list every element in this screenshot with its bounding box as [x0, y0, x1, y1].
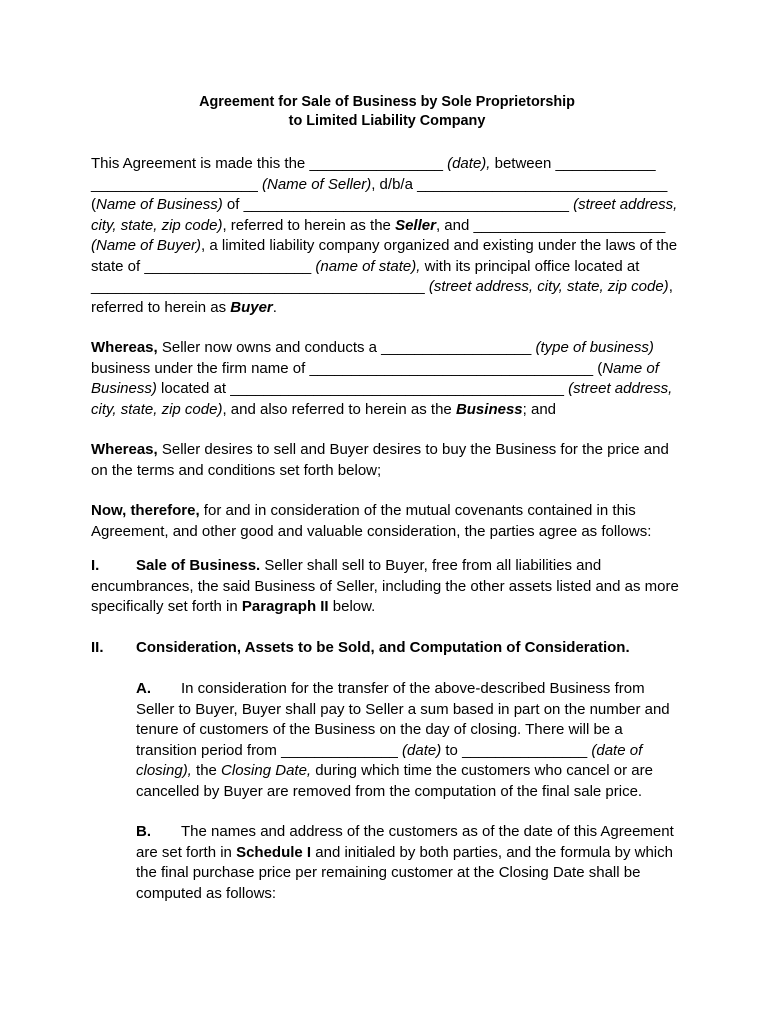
subsection-b-text-1: The names and address of the customers as of the date of this Agreement are set forth in [136, 823, 674, 861]
now-therefore-lead: Now, therefore, [91, 502, 200, 519]
section-1-text-2: below. [328, 598, 376, 615]
paragraph-ii-reference: Paragraph II [241, 598, 329, 615]
title-line-2: to Limited Liability Company [288, 113, 486, 129]
intro-text-6: , and _______________________ [435, 216, 666, 234]
subsection-a-paragraph [136, 679, 683, 802]
now-therefore-text: for and in consideration of the mutual covenants contained in this Agreement, and other good and valuable consideration, the parties agree as follows: [91, 502, 652, 540]
whereas-paragraph-2 [91, 440, 683, 481]
business-name-label: Name of Business) [96, 196, 223, 213]
state-label: (name of state), [315, 257, 421, 275]
intro-text-9: , referred to herein as [91, 278, 673, 316]
whereas-lead: Whereas, [91, 339, 158, 356]
whereas1-text-3: located at ________________________________________ [156, 380, 569, 397]
closing-date-label: (date of closing), [136, 741, 643, 779]
closing-date-term: Closing Date, [221, 762, 312, 779]
intro-text-8: with its principal office located at ________________________________________ [91, 257, 640, 295]
section-1-paragraph [91, 556, 683, 618]
section-2-number: II. [91, 638, 104, 656]
date-label: (date), [447, 155, 491, 172]
section-1-number: I. [91, 557, 100, 574]
intro-text-3: , d/b/a ______________________________ ( [91, 175, 668, 213]
schedule-i-reference: Schedule I [236, 843, 312, 861]
business-type-label: (type of business) [535, 339, 654, 356]
subsection-b-number: B. [136, 823, 151, 840]
subsection-a-text-2: to _______________ [441, 741, 592, 759]
section-1-text-1: Seller shall sell to Buyer, free from all liabilities and encumbrances, the said Business of Seller, including the other assets listed and as more specifically set forth in [91, 557, 679, 615]
business-term: Business [455, 400, 523, 418]
intro-text-1: This Agreement is made this the ________________ [91, 155, 448, 172]
intro-text-4: of _______________________________________ [222, 196, 574, 213]
subsection-a-text-4: during which time the customers who cancel or are cancelled by Buyer are removed from the computation of the final sale price. [136, 762, 653, 800]
subsection-a-text-3: the [191, 762, 222, 779]
transition-date-label: (date) [402, 741, 442, 759]
firm-name-label: Name of Business) [91, 359, 659, 397]
whereas2-lead: Whereas, [91, 441, 158, 458]
buyer-name-label: (Name of Buyer) [91, 237, 202, 254]
document-page [91, 93, 683, 904]
whereas1-text-1: Seller now owns and conducts a __________________ [157, 339, 536, 356]
subsection-b-text-2: and initialed by both parties, and the formula by which the final purchase price per remaining customer at the Closing Date shall be computed as follows: [136, 843, 673, 902]
whereas1-text-5: ; and [522, 400, 557, 418]
whereas2-text: Seller desires to sell and Buyer desires to buy the Business for the price and on the terms and conditions set forth below; [91, 441, 669, 479]
business-address-label: (street address, city, state, zip code) [91, 380, 673, 418]
whereas1-text-4: , and also referred to herein as the [222, 400, 456, 418]
whereas1-text-2: business under the firm name of __________________________________ ( [91, 359, 603, 377]
intro-text-5: , referred to herein as the [222, 216, 396, 234]
whereas-paragraph-1 [91, 338, 683, 420]
now-therefore-paragraph [91, 501, 683, 542]
seller-term: Seller [395, 216, 436, 234]
document-title [91, 93, 683, 131]
intro-text-2: between ____________ ____________________ [91, 155, 656, 193]
subsection-a-text-1: In consideration for the transfer of the above-described Business from Seller to Buyer, Buyer shall pay to Seller a sum based in part on the number and tenure of customers of the Business on the day of closing. There will be a transition period from ______________ [136, 680, 670, 759]
buyer-address-label: (street address, city, state, zip code) [428, 278, 669, 295]
subsection-a-number: A. [136, 680, 151, 697]
seller-address-label: (street address, city, state, zip code) [91, 196, 678, 234]
seller-name-label: (Name of Seller) [262, 175, 372, 193]
title-line-1: Agreement for Sale of Business by Sole Proprietorship [199, 94, 575, 110]
section-2-heading-line [91, 638, 683, 659]
intro-text-7: , a limited liability company organized and existing under the laws of the state of ____________________ [91, 237, 678, 275]
intro-paragraph [91, 154, 683, 318]
section-1-heading: Sale of Business. [136, 557, 261, 574]
section-2-heading: Consideration, Assets to be Sold, and Computation of Consideration. [136, 638, 630, 656]
buyer-term: Buyer [230, 298, 273, 316]
subsection-b-paragraph [136, 822, 683, 904]
intro-text-10: . [272, 298, 277, 316]
